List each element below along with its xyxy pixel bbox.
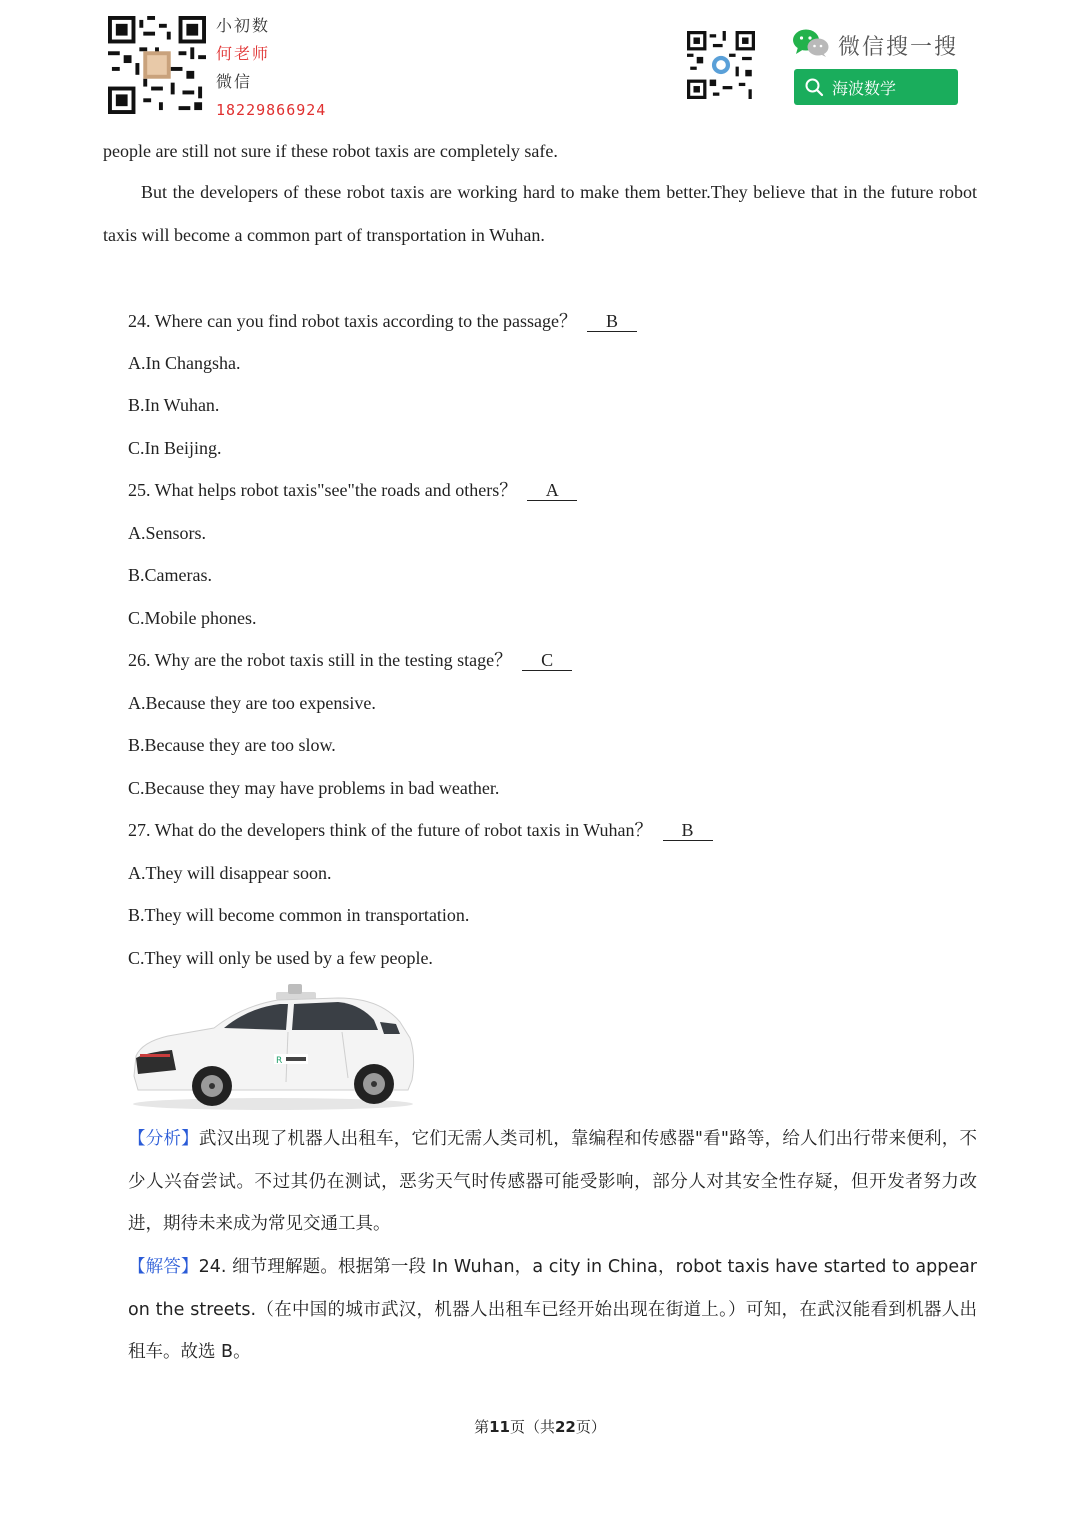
- solution-section: [128, 1246, 977, 1374]
- option-a: A.They will disappear soon.: [128, 863, 332, 883]
- search-button[interactable]: [794, 69, 958, 105]
- wechat-logo-icon: [792, 28, 830, 58]
- answer-blank: A: [527, 480, 577, 501]
- question-stem: [128, 309, 637, 333]
- passage-paragraph-2-text: But the developers of these robot taxis are working hard to make them better.They believe that in the future robot taxis will become a common part of transportation in Wuhan.: [103, 182, 977, 245]
- footer-suffix: 页）: [575, 1418, 606, 1436]
- question-text: 24. Where can you find robot taxis according to the passage？: [128, 311, 578, 331]
- wechat-search-title: 微信搜一搜: [838, 35, 959, 60]
- option-c: C.Mobile phones.: [128, 608, 257, 628]
- passage-paragraph-2: [103, 171, 977, 256]
- robot-taxi-image: [128, 978, 418, 1114]
- option-b: B.Cameras.: [128, 565, 212, 585]
- option-b: B.Because they are too slow.: [128, 735, 336, 755]
- option-c: C.They will only be used by a few people.: [128, 948, 433, 968]
- solution-text: 24. 细节理解题。根据第一段 In Wuhan，a city in China，robot taxis have started to appear on the streets.（在中国的城市武汉，机器人出租车已经开始出现在街道上。）可知，在武汉能看到机器人出租车。故选 B。: [128, 1257, 978, 1362]
- contact-line-3: 微信: [216, 72, 253, 91]
- solution-label: 【解答】: [128, 1257, 199, 1277]
- footer-total-pages: 22: [555, 1418, 576, 1436]
- question-text: 27. What do the developers think of the future of robot taxis in Wuhan？: [128, 820, 653, 840]
- question-text: 25. What helps robot taxis"see"the roads and others？: [128, 480, 518, 500]
- svg-text:R: R: [276, 1056, 283, 1066]
- footer-page-number: 11: [489, 1418, 510, 1436]
- question-stem: [128, 648, 572, 672]
- option-b: B.They will become common in transportation.: [128, 905, 470, 925]
- analysis-text: 武汉出现了机器人出租车，它们无需人类司机，靠编程和传感器"看"路等，给人们出行带来便利，不少人兴奋尝试。不过其仍在测试，恶劣天气时传感器可能受影响，部分人对其安全性存疑，但开发者努力改进，期待未来成为常见交通工具。: [128, 1129, 977, 1234]
- option-b: B.In Wuhan.: [128, 395, 220, 415]
- option-a: A.Because they are too expensive.: [128, 693, 376, 713]
- footer-prefix: 第: [474, 1418, 490, 1436]
- answer-blank: C: [522, 650, 572, 671]
- contact-line-2: 何老师: [216, 44, 271, 63]
- page-footer: [0, 1416, 1080, 1437]
- passage-line-1: people are still not sure if these robot taxis are completely safe.: [103, 141, 558, 161]
- contact-phone: 18229866924: [216, 101, 327, 119]
- search-label: 海波数学: [832, 78, 897, 98]
- question-text: 26. Why are the robot taxis still in the testing stage？: [128, 650, 513, 670]
- analysis-section: [128, 1118, 977, 1246]
- question-stem: [128, 478, 577, 502]
- footer-middle: 页（共: [509, 1418, 555, 1436]
- option-c: C.In Beijing.: [128, 438, 222, 458]
- search-icon: [804, 77, 824, 97]
- option-a: A.In Changsha.: [128, 353, 241, 373]
- qr-code-right: [687, 31, 755, 99]
- teacher-contact: [216, 12, 326, 124]
- option-c: C.Because they may have problems in bad weather.: [128, 778, 500, 798]
- analysis-label: 【分析】: [128, 1129, 199, 1149]
- answer-blank: B: [587, 311, 637, 332]
- qr-code-left: [108, 16, 206, 114]
- answer-blank: B: [663, 820, 713, 841]
- option-a: A.Sensors.: [128, 523, 207, 543]
- contact-line-1: 小初数: [216, 16, 271, 35]
- question-stem: [128, 818, 713, 842]
